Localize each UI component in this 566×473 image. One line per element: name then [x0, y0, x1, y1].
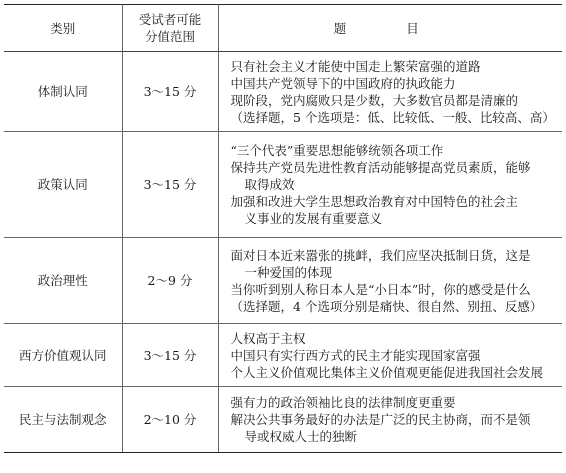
row-category: 政策认同: [4, 132, 122, 238]
table-row: [4, 132, 562, 238]
table-row: [4, 324, 562, 387]
row-items: [218, 238, 562, 324]
item-line-continuation: 一种爱国的体现: [244, 264, 333, 280]
item-line: 当你听到别人称日本人是“小日本”时，你的感受是什么: [230, 281, 531, 297]
row-category: 民主与法制观念: [4, 387, 122, 453]
table-row: [4, 387, 562, 453]
row-items: [218, 387, 562, 453]
item-line: 个人主义价值观比集体主义价值观更能促进我国社会发展: [230, 364, 544, 380]
header-score-range: [122, 5, 218, 52]
item-line: 面对日本近来嚣张的挑衅，我们应坚决抵制日货，这是: [230, 247, 531, 263]
item-line-continuation: 义事业的发展有重要意义: [244, 211, 383, 226]
row-items: [218, 132, 562, 238]
row-score-range: 3～15 分: [122, 132, 218, 238]
row-category: 体制认同: [4, 52, 122, 132]
header-items: [218, 5, 562, 52]
row-score-range: 2～10 分: [122, 387, 218, 453]
item-line: 现阶段，党内腐败只是少数，大多数官员都是清廉的: [230, 92, 519, 108]
row-items: [218, 52, 562, 132]
row-category: 政治理性: [4, 238, 122, 324]
table-header-row: [4, 5, 562, 52]
header-category: 类别: [4, 5, 122, 52]
item-line: 解决公共事务最好的办法是广泛的民主协商，而不是领: [230, 412, 531, 427]
item-line: 保持共产党员先进性教育活动能够提高党员素质，能够: [230, 160, 531, 175]
item-line: 人权高于主权: [230, 330, 306, 346]
survey-table-container: [4, 4, 562, 453]
header-score-range-line2: 分值范围: [144, 29, 195, 44]
item-line: 中国共产党领导下的中国政府的执政能力: [230, 75, 456, 91]
row-category: 西方价值观认同: [4, 324, 122, 387]
item-line: 加强和改进大学生思想政治教育对中国特色的社会主: [230, 194, 519, 209]
item-line: “三个代表”重要思想能够统领各项工作: [230, 143, 444, 158]
survey-items-table: [4, 4, 562, 453]
row-score-range: 3～15 分: [122, 52, 218, 132]
item-line: （选择题，5 个选项是：低、比较低、一般、比较高、高）: [230, 109, 555, 125]
item-line: 只有社会主义才能使中国走上繁荣富强的道路: [230, 58, 481, 74]
row-items: [218, 324, 562, 387]
header-items-label: 题 目: [333, 20, 447, 36]
item-line-continuation: 取得成效: [244, 177, 295, 192]
row-score-range: 2～9 分: [122, 238, 218, 324]
item-line: 强有力的政治领袖比良的法律制度更重要: [230, 395, 456, 410]
table-row: [4, 52, 562, 132]
row-score-range: 3～15 分: [122, 324, 218, 387]
item-line: 中国只有实行西方式的民主才能实现国家富强: [230, 347, 481, 363]
table-row: [4, 238, 562, 324]
header-score-range-line1: 受试者可能: [138, 12, 202, 27]
item-line: （选择题，4 个选项分别是痛快、很自然、别扭、反感）: [230, 298, 543, 314]
item-line-continuation: 导或权威人士的独断: [244, 429, 358, 444]
